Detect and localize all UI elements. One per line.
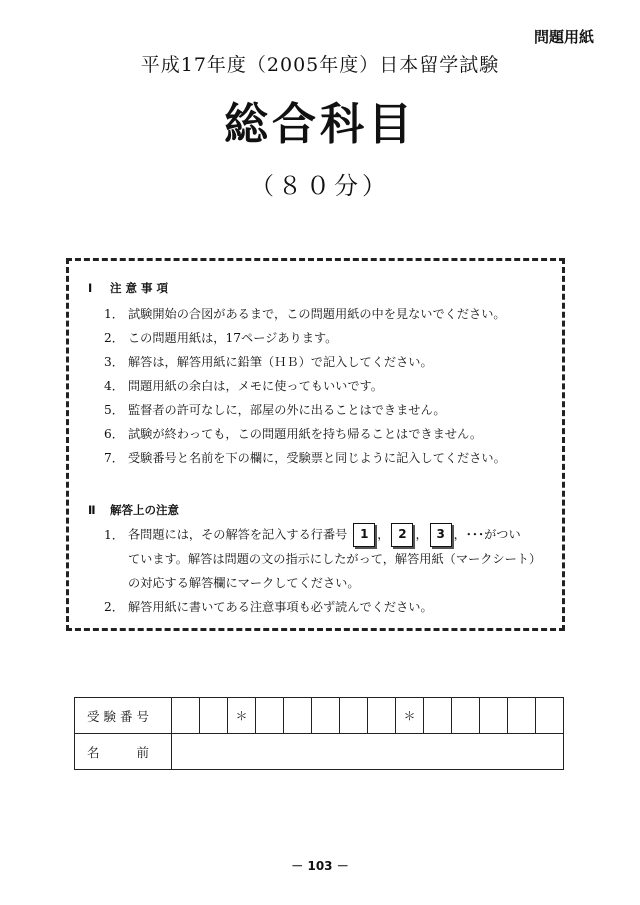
examinee-id-form [74, 697, 564, 770]
instruction-item: 6． 試験が終わっても，この問題用紙を持ち帰ることはできません。 [104, 427, 483, 441]
section-2-heading [88, 502, 179, 518]
exam-number-cell[interactable] [200, 698, 228, 734]
exam-duration: （８０分） [250, 172, 390, 200]
instruction-item: 1． 試験開始の合図があるまで，この問題用紙の中を見ないでください。 [104, 307, 506, 321]
section-1-number: Ⅰ [88, 281, 93, 295]
name-row [75, 734, 564, 770]
instruction-item: 7． 受験番号と名前を下の欄に，受験票と同じように記入してください。 [104, 451, 506, 465]
exam-number-cell[interactable] [452, 698, 480, 734]
exam-number-asterisk: ＊ [396, 698, 424, 734]
answer-note-item: 1． 各問題には，その解答を記入する行番号 1 ， 2 ， 3 ，･･･がつい [104, 523, 521, 547]
name-field[interactable] [172, 734, 564, 770]
exam-number-cell[interactable] [172, 698, 200, 734]
section-1-title: 注 意 事 項 [110, 281, 169, 295]
instruction-item: 4． 問題用紙の余白は，メモに使ってもいいです。 [104, 379, 383, 393]
document-type-label: 問題用紙 [533, 28, 594, 46]
page-number: － 103 － [291, 859, 349, 873]
section-1-heading [88, 280, 168, 296]
subject-title: 総合科目 [224, 99, 416, 150]
instruction-item: 3． 解答は，解答用紙に鉛筆（ＨＢ）で記入してください。 [104, 355, 433, 369]
instruction-item: 2． この問題用紙は，17ページあります。 [104, 331, 338, 345]
line-number-box: 2 [391, 523, 413, 547]
line-number-box: 1 [353, 523, 375, 547]
exam-number-asterisk: ＊ [228, 698, 256, 734]
exam-number-row [75, 698, 564, 734]
exam-title: 平成17年度（2005年度）日本留学試験 [140, 54, 500, 76]
answer-note-item: 2． 解答用紙に書いてある注意事項も必ず読んでください。 [104, 600, 433, 614]
answer-note-continuation: ています。解答は問題の文の指示にしたがって，解答用紙（マークシート） [128, 552, 542, 566]
exam-number-cell[interactable] [284, 698, 312, 734]
exam-number-cell[interactable] [256, 698, 284, 734]
name-label: 名 前 [75, 734, 172, 770]
section-2-number: Ⅱ [88, 503, 96, 517]
exam-number-cell[interactable] [368, 698, 396, 734]
exam-number-cell[interactable] [312, 698, 340, 734]
exam-number-cell[interactable] [480, 698, 508, 734]
answer-note-continuation: の対応する解答欄にマークしてください。 [128, 576, 360, 590]
exam-number-label: 受験番号 [75, 698, 172, 734]
section-2-title: 解答上の注意 [110, 503, 179, 517]
exam-number-cell[interactable] [536, 698, 564, 734]
instruction-item: 5． 監督者の許可なしに，部屋の外に出ることはできません。 [104, 403, 446, 417]
line-number-box: 3 [430, 523, 452, 547]
exam-number-cell[interactable] [508, 698, 536, 734]
exam-number-cell[interactable] [424, 698, 452, 734]
exam-number-cell[interactable] [340, 698, 368, 734]
